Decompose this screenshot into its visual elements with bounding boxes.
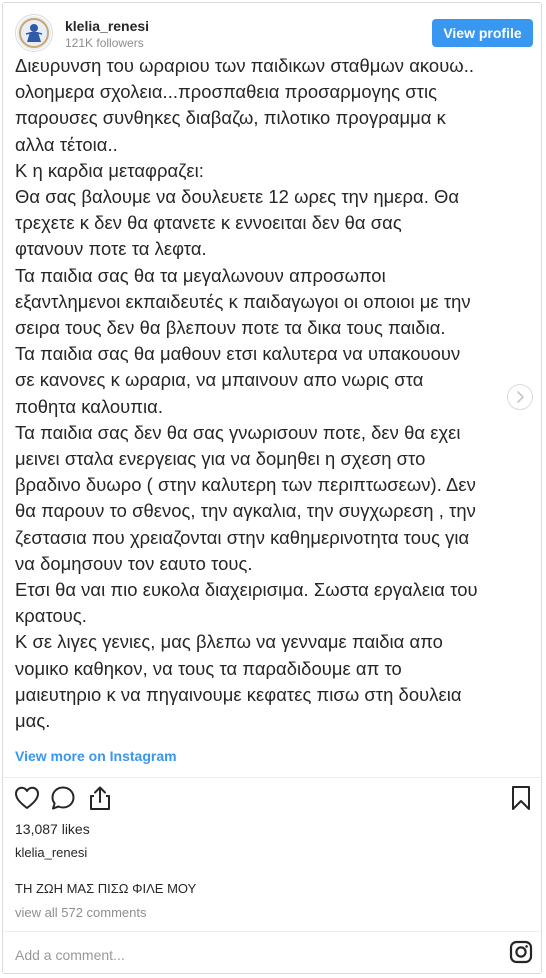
- divider: [3, 777, 541, 778]
- follower-count: 121K followers: [65, 36, 144, 50]
- instagram-embed-card: [2, 2, 542, 974]
- view-profile-button[interactable]: View profile: [432, 19, 533, 47]
- comment-bubble-icon[interactable]: [49, 784, 77, 812]
- view-more-link[interactable]: View more on Instagram: [15, 748, 177, 764]
- avatar-icon: [16, 15, 52, 51]
- carousel-next-button[interactable]: [507, 384, 533, 410]
- instagram-logo-icon[interactable]: [509, 940, 533, 964]
- caption-username[interactable]: klelia_renesi: [15, 845, 88, 860]
- share-icon[interactable]: [86, 784, 114, 812]
- profile-username[interactable]: klelia_renesi: [65, 18, 150, 34]
- view-all-comments-link[interactable]: view all 572 comments: [15, 905, 147, 920]
- heart-icon[interactable]: [13, 784, 41, 812]
- chevron-right-icon: [513, 390, 527, 404]
- divider: [3, 931, 541, 932]
- likes-count[interactable]: 13,087 likes: [15, 821, 90, 837]
- post-image-text: Διευρυνση του ωραριου των παιδικων σταθμων ακουω.. ολοημερα σχολεια...προσπαθεια προσαρμογης στις παρουσες συνθηκες διαβαζω, πιλοτικο προγραμμα κ αλλα τέτοια.. Κ η καρδια μεταφραζει: Θα σας βαλουμε να δουλευετε 12 ωρες την ημερα. Θα τρεχετε κ δεν θα φτανετε κ εννοειται δεν θα σας φτανουν ποτε τα λεφτα. Τα παιδια σας θα τα μεγαλωνουν απροσωποι εξαντλημενοι εκπαιδευτές κ παιδαγωγοι οι οποιοι με την σειρα τους δεν θα βλεπουν ποτε τα δικα τους παιδια. Τα παιδια σας θα μαθουν ετσι καλυτερα να υπακουουν σε κανονες κ ωραρια, να μπαινουν απο νωρις στα ποθητα καλουπια. Τα παιδια σας δεν θα σας γνωρισουν ποτε, δεν θα εχει μεινει σταλα ενεργειας για να δομηθει η σχεση στο βραδινο δυωρο ( στην καλυτερη των περιπτωσεων). Δεν θα παρουν το σθενος, την αγκαλια, την συγχωρεση , την ζεστασια που χρειαζονται στην καθημερινοτητα τους για να δομησουν τον εαυτο τους. Ετσι θα ναι πιο ευκολα διαχειρισιμα. Σωστα εργαλεια του κρατους. Κ σε λιγες γενιες, μας βλεπω να γενναμε παιδια απο νομικο καθηκον, να τους τα παραδιδουμε απ το μαιευτηριο κ να πηγαινουμε κεφατες πισω στη δουλεια μας.: [15, 55, 478, 732]
- bookmark-icon[interactable]: [507, 784, 535, 812]
- add-comment-input[interactable]: Add a comment...: [15, 947, 125, 963]
- profile-avatar[interactable]: [15, 14, 53, 52]
- caption-text: ΤΗ ΖΩΗ ΜΑΣ ΠΙΣΩ ΦΙΛΕ ΜΟΥ: [15, 881, 197, 896]
